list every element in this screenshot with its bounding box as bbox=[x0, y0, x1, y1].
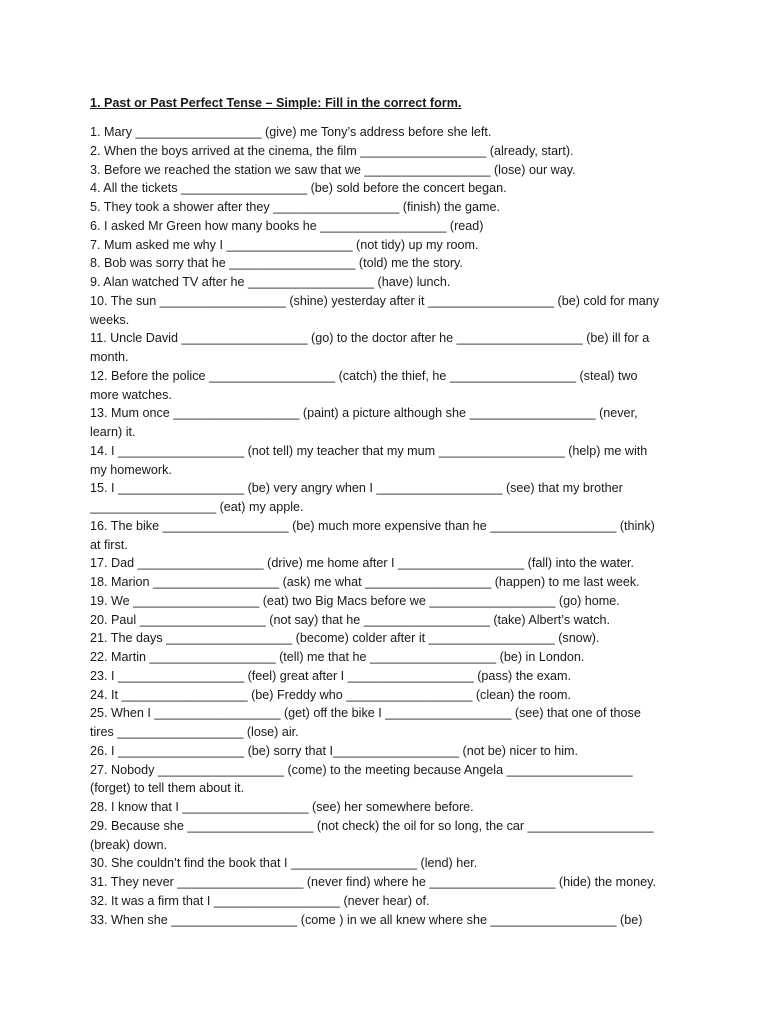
exercise-line: 9. Alan watched TV after he __________________ (have) lunch. bbox=[90, 275, 451, 289]
exercise-line: 1. Mary __________________ (give) me Tony’s address before she left. bbox=[90, 125, 492, 139]
exercise-line: 14. I __________________ (not tell) my teacher that my mum __________________ (help) me with bbox=[90, 443, 648, 458]
exercise-line: 2. When the boys arrived at the cinema, the film __________________ (already, start). bbox=[90, 143, 574, 158]
exercise-line: weeks. bbox=[90, 312, 130, 327]
exercise-line: 17. Dad __________________ (drive) me home after I __________________ (fall) into the water. bbox=[90, 556, 635, 571]
exercise-list bbox=[90, 123, 690, 929]
exercise-line: 13. Mum once __________________ (paint) a picture although she __________________ (never, bbox=[90, 406, 638, 421]
exercise-line: 6. I asked Mr Green how many books he __________________ (read) bbox=[90, 218, 484, 233]
exercise-line: (break) down. bbox=[90, 837, 167, 852]
exercise-line: 19. We __________________ (eat) two Big Macs before we __________________ (go) home. bbox=[90, 593, 620, 608]
exercise-line: 25. When I __________________ (get) off the bike I __________________ (see) that one of those bbox=[90, 706, 641, 721]
exercise-line: 22. Martin __________________ (tell) me that he __________________ (be) in London. bbox=[90, 650, 585, 664]
exercise-line: at first. bbox=[90, 537, 128, 552]
exercise-line: 24. It __________________ (be) Freddy who __________________ (clean) the room. bbox=[90, 687, 572, 702]
exercise-line: 7. Mum asked me why I __________________ (not tidy) up my room. bbox=[90, 237, 479, 252]
worksheet-title: 1. Past or Past Perfect Tense – Simple: Fill in the correct form. bbox=[90, 96, 462, 110]
exercise-line: 15. I __________________ (be) very angry when I __________________ (see) that my brother bbox=[90, 481, 623, 496]
exercise-line: 29. Because she __________________ (not check) the oil for so long, the car __________________ bbox=[90, 818, 654, 833]
exercise-line: 27. Nobody __________________ (come) to the meeting because Angela __________________ bbox=[90, 762, 633, 777]
exercise-line: 4. All the tickets __________________ (be) sold before the concert began. bbox=[90, 181, 507, 196]
exercise-line: 12. Before the police __________________ (catch) the thief, he __________________ (steal) two bbox=[90, 368, 638, 383]
exercise-line: 5. They took a shower after they __________________ (finish) the game. bbox=[90, 200, 501, 214]
exercise-line: month. bbox=[90, 350, 129, 364]
exercise-line: tires __________________ (lose) air. bbox=[90, 725, 299, 739]
exercise-line: 18. Marion __________________ (ask) me what __________________ (happen) to me last week. bbox=[90, 575, 640, 589]
exercise-line: 3. Before we reached the station we saw that we __________________ (lose) our way. bbox=[90, 162, 576, 177]
worksheet bbox=[90, 94, 690, 929]
exercise-line: 26. I __________________ (be) sorry that I__________________ (not be) nicer to him. bbox=[90, 743, 579, 758]
exercise-line: 16. The bike __________________ (be) much more expensive than he __________________ (think) bbox=[90, 518, 655, 533]
exercise-line: more watches. bbox=[90, 387, 172, 402]
exercise-line: 21. The days __________________ (become) colder after it __________________ (snow). bbox=[90, 631, 600, 646]
exercise-line: 10. The sun __________________ (shine) yesterday after it __________________ (be) cold for many bbox=[90, 293, 659, 308]
exercise-line: (forget) to tell them about it. bbox=[90, 781, 244, 796]
exercise-line: 28. I know that I __________________ (see) her somewhere before. bbox=[90, 800, 474, 814]
exercise-line: learn) it. bbox=[90, 425, 136, 439]
exercise-line: __________________ (eat) my apple. bbox=[90, 500, 304, 514]
exercise-line: 20. Paul __________________ (not say) that he __________________ (take) Albert’s watch. bbox=[90, 612, 611, 627]
exercise-line: 30. She couldn’t find the book that I __________________ (lend) her. bbox=[90, 856, 478, 871]
exercise-line: 11. Uncle David __________________ (go) to the doctor after he __________________ (be) ill for a bbox=[90, 331, 650, 346]
exercise-line: my homework. bbox=[90, 462, 172, 477]
exercise-line: 31. They never __________________ (never find) where he __________________ (hide) the money. bbox=[90, 875, 656, 889]
exercise-line: 23. I __________________ (feel) great after I __________________ (pass) the exam. bbox=[90, 668, 572, 683]
exercise-line: 33. When she __________________ (come ) in we all knew where she __________________ (be) bbox=[90, 912, 643, 927]
exercise-line: 32. It was a firm that I __________________ (never hear) of. bbox=[90, 893, 430, 908]
exercise-line: 8. Bob was sorry that he __________________ (told) me the story. bbox=[90, 256, 463, 271]
